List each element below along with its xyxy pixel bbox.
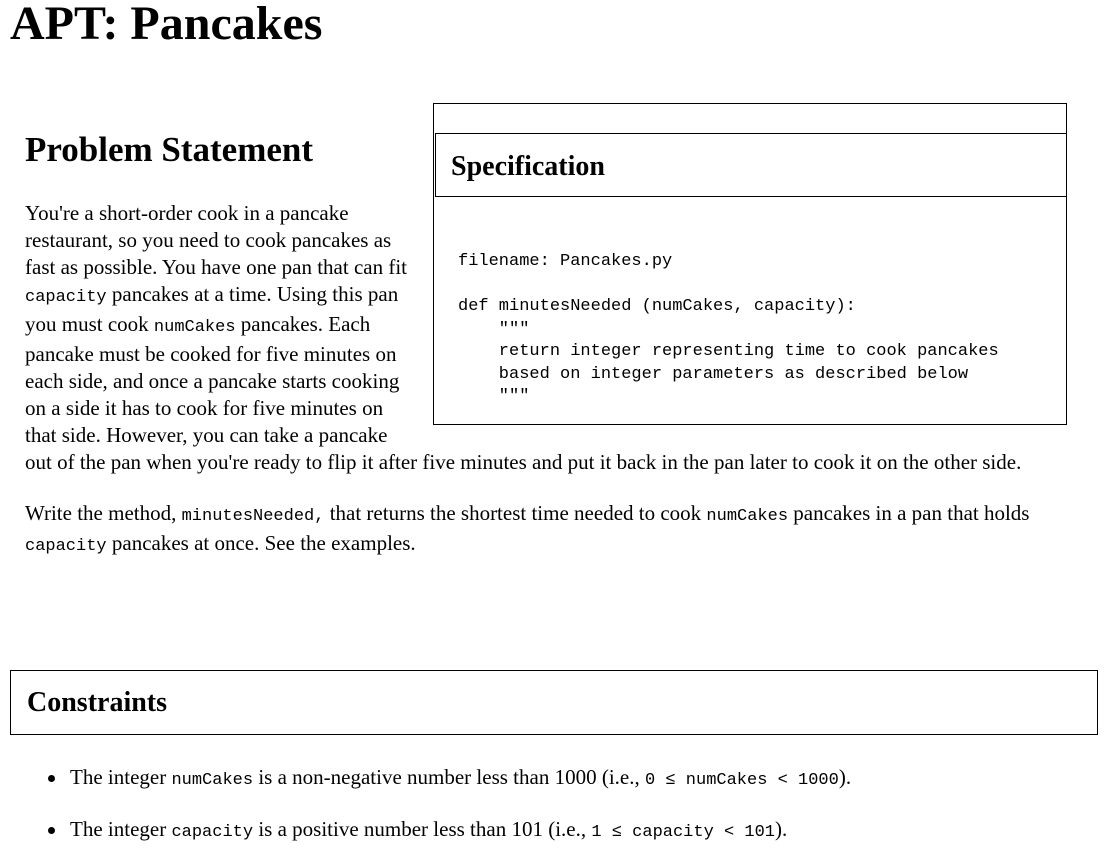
text: is a non-negative number less than 1000 (i.e., [253, 765, 645, 789]
text: You're a short-order cook in a pancake restaurant, so you need to cook pancakes as fast as possible. You have one pan that can fit [25, 201, 408, 279]
specification-code: filename: Pancakes.py def minutesNeeded (numCakes, capacity): """ return integer representing time to cook pancakes based on integer parameters as described below """ [458, 252, 999, 406]
inline-code: numCakes [171, 771, 254, 790]
inline-code: 1 ≤ capacity < 101 [591, 823, 775, 842]
main-content [25, 0, 1115, 560]
text: The integer [70, 817, 172, 841]
constraints-box [10, 670, 1098, 735]
text: ). [775, 817, 788, 841]
text: pancakes at a time. Using this pan you must cook [25, 282, 399, 336]
text: that returns the shortest time needed to cook [324, 501, 707, 525]
inline-code: numCakes [153, 318, 236, 337]
constraint-item [70, 816, 851, 843]
inline-code: minutesNeeded, [181, 507, 325, 526]
problem-statement-heading: Problem Statement [25, 130, 314, 169]
text: is a positive number less than 101 (i.e., [253, 817, 592, 841]
problem-paragraph-2 [25, 500, 1115, 560]
constraints-list [70, 764, 851, 868]
page-title: APT: Pancakes [10, 0, 323, 50]
text: Write the method, [25, 501, 182, 525]
text: ). [838, 765, 852, 789]
specification-box [433, 103, 1067, 425]
text: pancakes. Each pancake must be cooked for five minutes on each side, and once a pancake starts cooking on a side it has to cook for five minutes on that side. However, you can take a pancake out of the pan when you're ready to flip it after five minutes and put it back in the pan later to cook it on the other side. [25, 312, 1022, 474]
inline-code: capacity [171, 823, 254, 842]
bullet-icon [48, 827, 55, 834]
specification-header [435, 133, 1067, 197]
text: pancakes in a pan that holds [788, 501, 1030, 525]
inline-code: capacity [25, 537, 107, 556]
inline-code: numCakes [706, 507, 789, 526]
bullet-icon [48, 775, 55, 782]
constraint-item [70, 764, 851, 791]
constraints-heading: Constraints [27, 687, 168, 718]
text: pancakes at once. See the examples. [106, 531, 416, 555]
specification-heading: Specification [451, 151, 605, 182]
text: The integer [70, 765, 172, 789]
inline-code: 0 ≤ numCakes < 1000 [644, 771, 839, 790]
inline-code: capacity [25, 288, 107, 307]
